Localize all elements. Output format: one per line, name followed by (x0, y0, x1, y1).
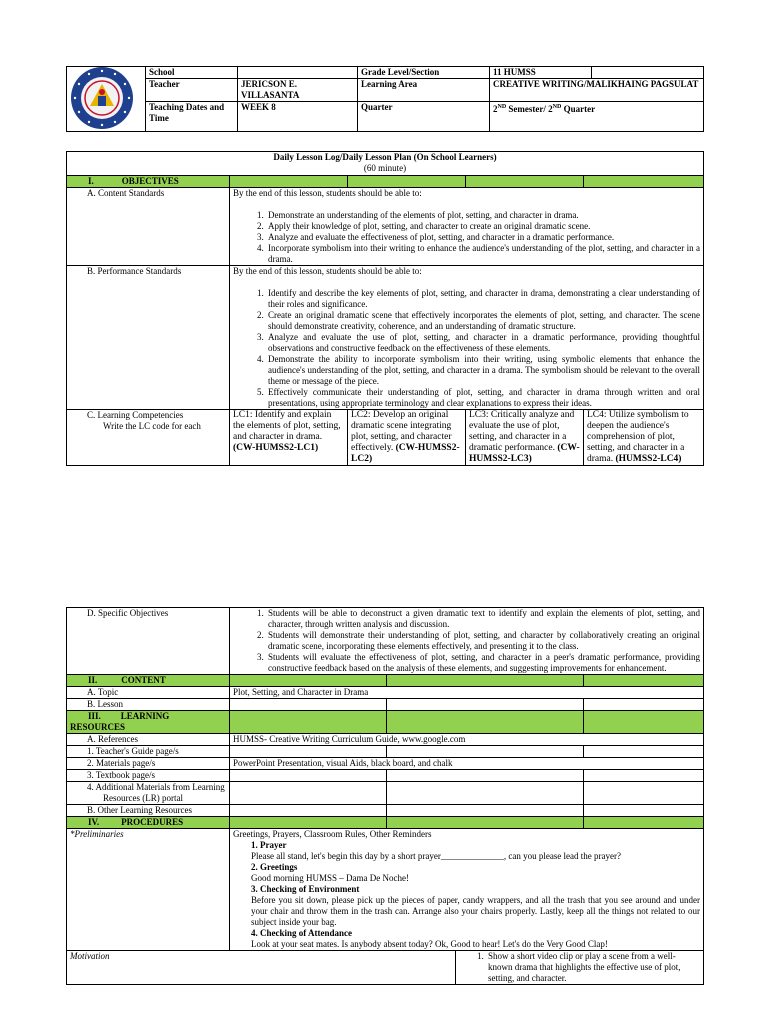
additional-materials-label: 4. Additional Materials from Learning Resources (LR) portal (67, 782, 230, 805)
prayer-title: 1. Prayer (251, 840, 287, 850)
list-item: 3. Students will evaluate the effectiveness of plot, setting, and character in a peer's dramatic performance, providing constructive feedback based on the analysis of these elements, and suggesting improvements for enhancement. (266, 652, 700, 674)
list-item: 4. Incorporate symbolism into their writing to enhance the audience's understanding of the plot, setting, and character in a drama. (266, 243, 700, 265)
preliminaries-label: *Preliminaries (67, 829, 230, 951)
performance-standards-list (233, 288, 700, 409)
teacher-value: JERICSON E. VILLASANTA (238, 79, 358, 102)
references-value: HUMSS- Creative Writing Curriculum Guide, www.google.com (230, 734, 704, 746)
specific-objectives-cell (230, 608, 704, 675)
performance-standards-label: B. Performance Standards (67, 266, 230, 410)
list-item: 4. Demonstrate the ability to incorporate symbolism into their writing, using symbolic elements that enhance the audience's understanding of the plot, setting, and character in a drama. The symbolism should be relevant to the overall theme or message of the piece. (266, 354, 700, 387)
lc1-cell: LC1: Identify and explain the elements of plot, setting, and character in drama. (CW-HUMSS2-LC1) (230, 410, 348, 466)
header-table (66, 66, 704, 132)
environment-title: 3. Checking of Environment (251, 884, 360, 894)
topic-label: A. Topic (67, 687, 230, 699)
greetings-text: Good morning HUMSS – Dama De Noche! (251, 873, 409, 883)
content-standards-list (233, 210, 700, 265)
list-item: 2. Create an original dramatic scene that effectively incorporates the elements of plot, setting, and character. The scene should demonstrate creativity, coherence, and an understanding of dramatic structure. (266, 310, 700, 332)
list-item: 2. Apply their knowledge of plot, setting, and character to create an original dramatic scene. (266, 221, 700, 232)
specific-objectives-label: D. Specific Objectives (67, 608, 230, 675)
deped-seal-logo (70, 66, 134, 130)
lesson-label: B. Lesson (67, 699, 230, 711)
greetings-title: 2. Greetings (251, 862, 298, 872)
topic-value: Plot, Setting, and Character in Drama (230, 687, 704, 699)
lesson-plan-table-1 (66, 151, 704, 466)
lesson-plan-table-2 (66, 607, 704, 985)
lc3-cell: LC3: Critically analyze and evaluate the use of plot, setting, and character in a dramatic performance. (CW-HUMSS2-LC3) (466, 410, 584, 466)
dates-label: Teaching Dates and Time (146, 102, 238, 132)
grade-label: Grade Level/Section (358, 67, 490, 79)
lc2-cell: LC2: Develop an original dramatic scene integrating plot, setting, and character effectively. (CW-HUMSS2-LC2) (348, 410, 466, 466)
list-item: 2. Students will demonstrate their understanding of plot, setting, and character by collaboratively creating an original dramatic scene, incorporating these elements effectively, and presenting it to the class. (266, 630, 700, 652)
performance-standards-cell: By the end of this lesson, students should be able to: 1. Identify and describe the key elements of plot, setting, and character in drama, demonstrating a clear understanding of their roles and significance. 2. Create an original dramatic scene that effectively incorporates the elements of plot, setting, and character. The scene should demonstrate creativity, coherence, and an understanding of dramatic structure. 3. Analyze and evaluate the use of plot, setting, and character in a dramatic performance, providing thoughtful observations and constructive feedback on the effectiveness of these elements. 4. Demonstrate the ability to incorporate symbolism into their writing, using symbolic elements that enhance the audience's understanding of the plot, setting, and character in a drama. The symbolism should be relevant to the overall theme or message of the piece. 5. Effectively communicate their understanding of plot, setting, and character in drama through written and oral presentations, using appropriate terminology and clear explanations to express their ideas. (230, 266, 704, 410)
list-item: 3. Analyze and evaluate the effectiveness of plot, setting, and character in a dramatic performance. (266, 232, 700, 243)
plan-title: Daily Lesson Log/Daily Lesson Plan (On School Learners) (273, 152, 497, 162)
teacher-label: Teacher (146, 79, 238, 102)
motivation-list (456, 951, 700, 984)
references-label: A. References (67, 734, 230, 746)
specific-objectives-list (233, 608, 700, 674)
environment-text: Before you sit down, please pick up the pieces of paper, candy wrappers, and all the trash that you see around and under your chair and throw them in the trash can. Arrange also your chairs properly. Lastly, keep all the things not related to our subject inside your bag. (251, 895, 701, 927)
dates-value: WEEK 8 (238, 102, 358, 132)
attendance-title: 4. Checking of Attendance (251, 928, 352, 938)
motivation-cell (456, 951, 704, 985)
lc4-cell: LC4: Utilize symbolism to deepen the audience's comprehension of plot, setting, and character in a drama. (HUMSS2-LC4) (584, 410, 704, 466)
area-label: Learning Area (358, 79, 490, 102)
list-item: 1. Identify and describe the key elements of plot, setting, and character in drama, demonstrating a clear understanding of their roles and significance. (266, 288, 700, 310)
teachers-guide-label: 1. Teacher's Guide page/s (67, 746, 230, 758)
materials-label: 2. Materials page/s (67, 758, 230, 770)
list-item: 1. Demonstrate an understanding of the elements of plot, setting, and character in drama. (266, 210, 700, 221)
list-item: 1. Show a short video clip or play a scene from a well-known drama that highlights the effective use of plot, setting, and character. (486, 951, 700, 984)
content-standards-label: A. Content Standards (67, 188, 230, 266)
quarter-value: 2ND Semester/ 2ND Quarter (490, 102, 704, 132)
other-resources-label: B. Other Learning Resources (67, 805, 230, 817)
school-label: School (146, 67, 238, 79)
preliminaries-cell: Greetings, Prayers, Classroom Rules, Other Reminders 1. Prayer Please all stand, let's begin this day by a short prayer______________, can you please lead the prayer? 2. Greetings Good morning HUMSS – Dama De Noche! 3. Checking of Environment Before you sit down, please pick up the pieces of paper, candy wrappers, and all the trash that you see around and under your chair and throw them in the trash can. Arrange also your chairs properly. Lastly, keep all the things not related to our subject inside your bag. 4. Checking of Attendance Look at your seat mates. Is anybody absent today? Ok, Good to hear! Let's do the Very Good Clap! (230, 829, 704, 951)
content-standards-cell: By the end of this lesson, students should be able to: 1. Demonstrate an understanding of the elements of plot, setting, and character in drama. 2. Apply their knowledge of plot, setting, and character to create an original dramatic scene. 3. Analyze and evaluate the effectiveness of plot, setting, and character in a dramatic performance. 4. Incorporate symbolism into their writing to enhance the audience's understanding of the plot, setting, and character in a drama. (230, 188, 704, 266)
quarter-label: Quarter (358, 102, 490, 132)
section-objectives-heading: I. OBJECTIVES (67, 176, 230, 188)
plan-subtitle: (60 minute) (363, 163, 407, 173)
list-item: 3. Analyze and evaluate the use of plot, setting, and character in a dramatic performance, providing thoughtful observations and constructive feedback on the effectiveness of these elements. (266, 332, 700, 354)
textbook-label: 3. Textbook page/s (67, 770, 230, 782)
materials-value: PowerPoint Presentation, visual Aids, black board, and chalk (230, 758, 704, 770)
attendance-text: Look at your seat mates. Is anybody absent today? Ok, Good to hear! Let's do the Very Good Clap! (251, 939, 608, 949)
list-item: 1. Students will be able to deconstruct a given dramatic text to identify and explain the elements of plot, setting, and character, through written analysis and discussion. (266, 608, 700, 630)
motivation-label: Motivation (67, 951, 456, 985)
grade-value: 11 HUMSS (490, 67, 592, 79)
list-item: 5. Effectively communicate their understanding of plot, setting, and character in drama through written and oral presentations, using appropriate terminology and clear explanations to express their ideas. (266, 387, 700, 409)
school-value (238, 67, 358, 79)
section-learning-resources-heading: III. LEARNING RESOURCES (67, 711, 230, 734)
prayer-text: Please all stand, let's begin this day by a short prayer______________, can you please lead the prayer? (251, 851, 622, 861)
section-content-heading: II. CONTENT (67, 675, 230, 687)
plan-title-cell (67, 152, 704, 176)
section-procedures-heading: IV. PROCEDURES (67, 817, 230, 829)
learning-competencies-label: C. Learning Competencies Write the LC code for each (67, 410, 230, 466)
area-value: CREATIVE WRITING/MALIKHAING PAGSULAT (490, 79, 704, 102)
